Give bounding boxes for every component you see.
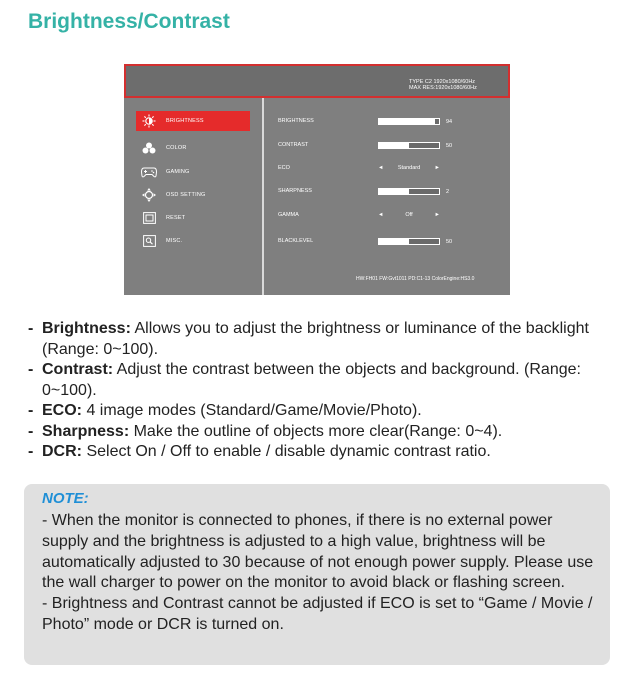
osd-signal-info bbox=[409, 79, 477, 91]
list-item: - Sharpness: Make the outline of objects more clear(Range: 0~4). bbox=[28, 422, 503, 440]
menu-label: COLOR bbox=[166, 145, 187, 151]
arrow-right-icon[interactable]: ► bbox=[434, 212, 440, 218]
menu-item-color[interactable] bbox=[136, 138, 250, 158]
osd-info-max: MAX RES:1920x1080/60Hz bbox=[409, 85, 477, 91]
menu-item-gaming[interactable] bbox=[136, 162, 250, 182]
setting-label-sharpness: SHARPNESS bbox=[278, 188, 312, 194]
menu-item-osd-setting[interactable] bbox=[136, 185, 250, 205]
note-paragraph: - When the monitor is connected to phones, if there is no external power supply and the brightness is adjusted to a high value, brightness will be automatically adjusted to 30 because of not enough power supply. Please use the wall charger to power on the monitor to avoid black or flashing screen. bbox=[42, 512, 594, 592]
osd-setting-icon bbox=[140, 188, 158, 202]
osd-header bbox=[124, 64, 510, 98]
feature-list bbox=[28, 319, 608, 463]
menu-label: RESET bbox=[166, 215, 186, 221]
list-item: - Contrast: Adjust the contrast between the objects and background. (Range: 0~100). bbox=[28, 361, 581, 399]
misc-icon bbox=[140, 234, 158, 248]
page-title: Brightness/Contrast bbox=[28, 10, 230, 33]
setting-label-contrast: CONTRAST bbox=[278, 142, 309, 148]
note-title: NOTE: bbox=[42, 490, 89, 507]
arrow-right-icon[interactable]: ► bbox=[434, 165, 440, 171]
sharpness-slider[interactable] bbox=[378, 188, 440, 195]
menu-item-brightness[interactable] bbox=[136, 111, 250, 131]
eco-selector[interactable] bbox=[378, 165, 440, 171]
reset-icon bbox=[140, 211, 158, 225]
menu-label: MISC. bbox=[166, 238, 183, 244]
blacklevel-value: 50 bbox=[446, 239, 453, 245]
note-box bbox=[24, 484, 610, 665]
contrast-value: 50 bbox=[446, 143, 453, 149]
arrow-left-icon[interactable]: ◄ bbox=[378, 212, 384, 218]
list-item: - ECO: 4 image modes (Standard/Game/Movie/Photo). bbox=[28, 402, 422, 419]
note-body bbox=[42, 511, 602, 636]
eco-value: Standard bbox=[397, 165, 421, 171]
brightness-value: 94 bbox=[446, 119, 453, 125]
arrow-left-icon[interactable]: ◄ bbox=[378, 165, 384, 171]
osd-menu-screenshot bbox=[124, 64, 510, 295]
setting-label-brightness: BRIGHTNESS bbox=[278, 118, 314, 124]
gamma-selector[interactable] bbox=[378, 212, 440, 218]
setting-label-blacklevel: BLACKLEVEL bbox=[278, 238, 314, 244]
menu-item-reset[interactable] bbox=[136, 208, 250, 228]
menu-label: BRIGHTNESS bbox=[166, 118, 204, 124]
brightness-icon bbox=[140, 114, 158, 128]
list-item: - Brightness: Allows you to adjust the brightness or luminance of the backlight (Range: 0~100). bbox=[28, 320, 589, 358]
brightness-slider[interactable] bbox=[378, 118, 440, 125]
osd-divider bbox=[262, 98, 264, 295]
list-item: - DCR: Select On / Off to enable / disable dynamic contrast ratio. bbox=[28, 443, 491, 460]
gamepad-icon bbox=[140, 165, 158, 179]
blacklevel-slider[interactable] bbox=[378, 238, 440, 245]
menu-item-misc[interactable] bbox=[136, 231, 250, 251]
note-paragraph: - Brightness and Contrast cannot be adjusted if ECO is set to “Game / Movie / Photo” mode or DCR is turned on. bbox=[42, 595, 593, 633]
menu-label: OSD SETTING bbox=[166, 192, 206, 198]
gamma-value: Off bbox=[405, 212, 413, 218]
contrast-slider[interactable] bbox=[378, 142, 440, 149]
sharpness-value: 2 bbox=[446, 189, 450, 195]
setting-label-gamma: GAMMA bbox=[278, 212, 299, 218]
osd-version-footer: HW:FH01 FW:Gvt1011 PD:C1-13 ColorEngine:HS3.0 bbox=[356, 276, 475, 282]
menu-label: GAMING bbox=[166, 169, 190, 175]
color-icon bbox=[140, 141, 158, 155]
osd-info-type: TYPE C2 1920x1080/60Hz bbox=[409, 79, 476, 85]
setting-label-eco: ECO bbox=[278, 165, 290, 171]
